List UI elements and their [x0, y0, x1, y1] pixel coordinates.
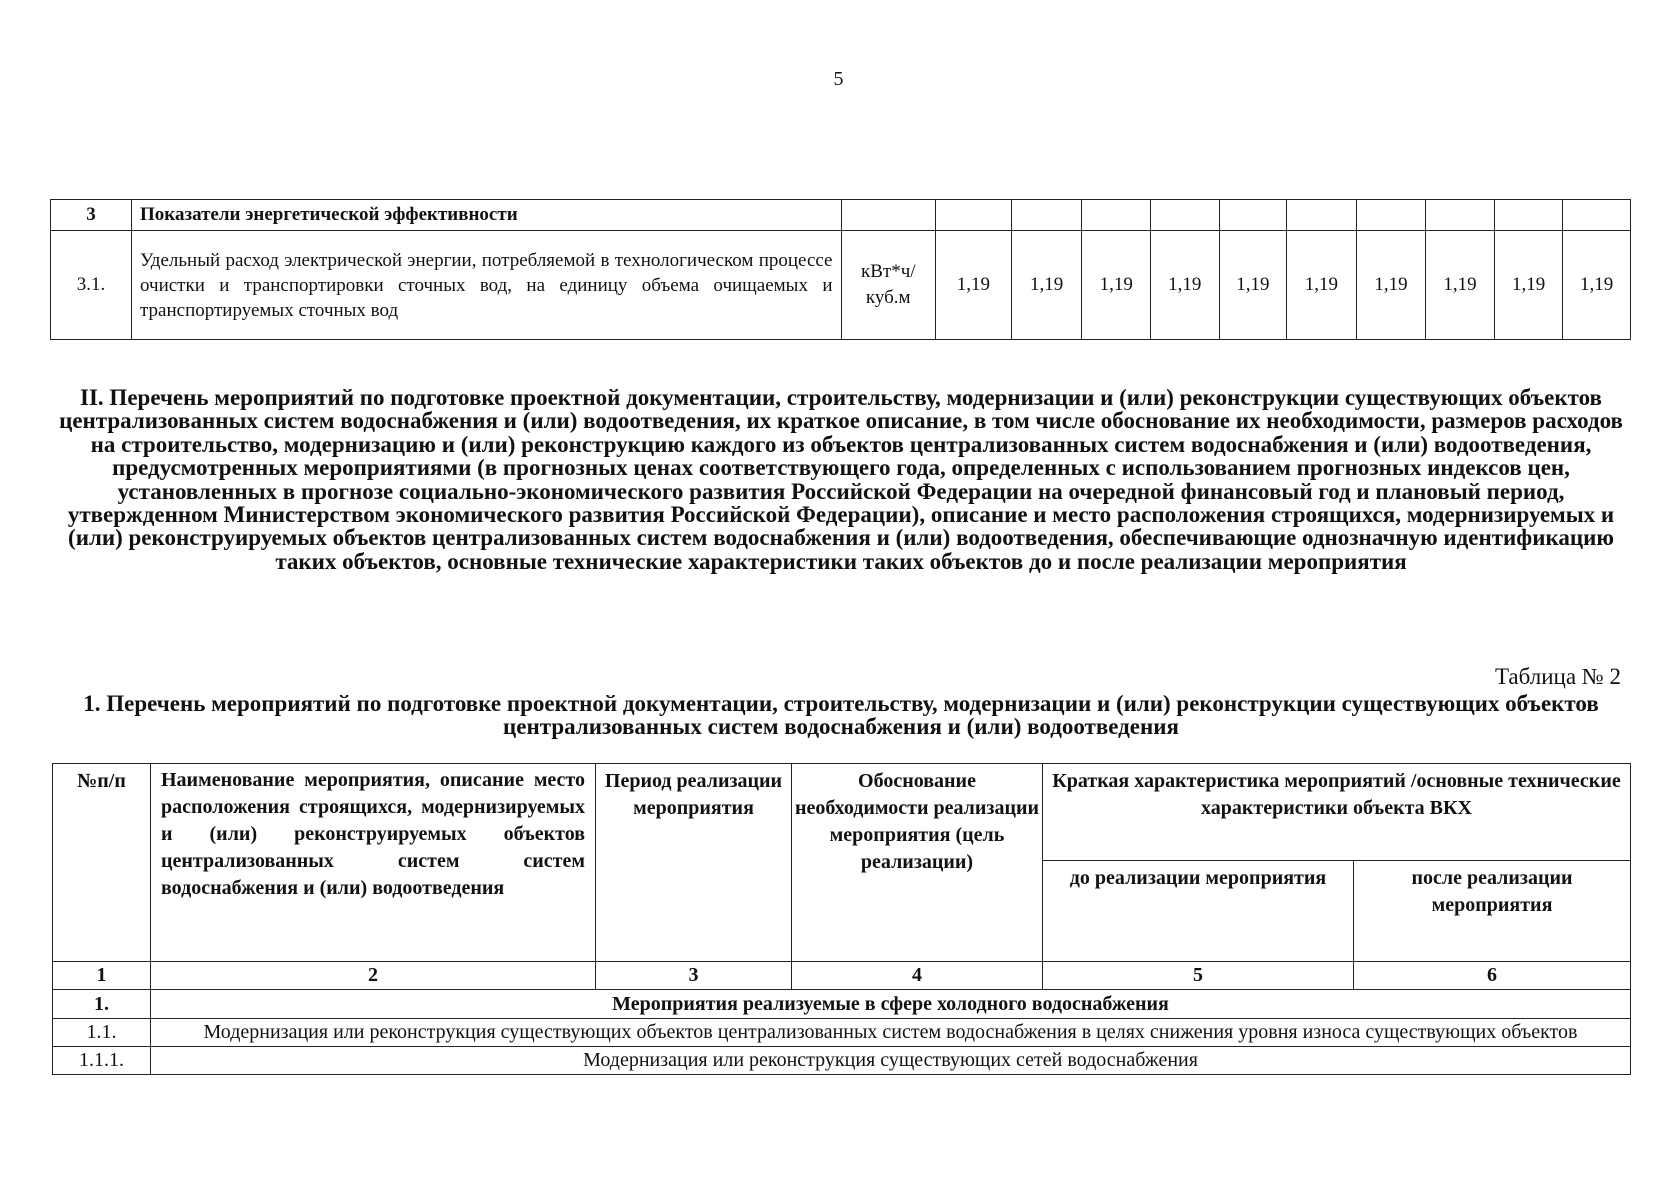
header-basis: Обоснование необходимости реализации мероприятия (цель реализации) [792, 764, 1043, 962]
value-cell: 1,19 [1426, 231, 1495, 340]
row-number: 1.1. [53, 1019, 151, 1047]
energy-efficiency-table [50, 199, 1631, 340]
value-cell: 1,19 [1011, 231, 1082, 340]
row-number: 1. [53, 990, 151, 1019]
header-name: Наименование мероприятия, описание место расположения строящихся, модернизируемых и (или) реконструируемых объектов централизованных систем систем водоснабжения и (или) водоотведения [151, 764, 596, 962]
column-index: 2 [151, 962, 596, 990]
header-after: после реализации мероприятия [1354, 861, 1631, 962]
table-cell [1287, 200, 1357, 231]
subsection-row-title: Модернизация или реконструкция существующих объектов централизованных систем водоснабжения в целях снижения уровня износа существующих объектов [151, 1019, 1631, 1047]
indicator-name: Удельный расход электрической энергии, потребляемой в технологическом процессе очистки и транспортировки сточных вод, на единицу объема очищаемых и транспортируемых сточных вод [132, 231, 841, 340]
column-index-row [53, 962, 1631, 990]
value-cell: 1,19 [1356, 231, 1426, 340]
row-number: 3 [51, 200, 132, 231]
subsection-row-title: Модернизация или реконструкция существующих сетей водоснабжения [151, 1047, 1631, 1075]
value-cell: 1,19 [1219, 231, 1287, 340]
table-cell [936, 200, 1012, 231]
value-cell: 1,19 [1287, 231, 1357, 340]
table-title: 1. Перечень мероприятий по подготовке проектной документации, строительству, модернизации и (или) реконструкции существующих объектов централизованных систем водоснабжения и (или) водоотведения [83, 691, 1599, 739]
header-characteristics: Краткая характеристика мероприятий /основные технические характеристики объекта ВКХ [1043, 764, 1631, 861]
table-row [53, 1019, 1631, 1047]
header-period: Период реализации мероприятия [596, 764, 792, 962]
measures-table [52, 763, 1631, 1075]
table-cell [1494, 200, 1563, 231]
value-cell: 1,19 [1082, 231, 1151, 340]
column-index: 4 [792, 962, 1043, 990]
unit-line: кВт*ч/ [860, 261, 916, 282]
row-number: 3.1. [51, 231, 132, 340]
value-cell: 1,19 [1494, 231, 1563, 340]
column-index: 3 [596, 962, 792, 990]
table-row [51, 200, 1631, 231]
table-cell [1151, 200, 1220, 231]
value-cell: 1,19 [1151, 231, 1220, 340]
table-cell [1426, 200, 1495, 231]
value-cell: 1,19 [1563, 231, 1631, 340]
table-header-row [53, 764, 1631, 861]
column-index: 6 [1354, 962, 1631, 990]
unit-cell [841, 231, 936, 340]
column-index: 5 [1043, 962, 1354, 990]
page-number: 5 [833, 68, 844, 90]
table-row [53, 990, 1631, 1019]
table-row [51, 231, 1631, 340]
column-index: 1 [53, 962, 151, 990]
row-title: Показатели энергетической эффективности [132, 200, 841, 231]
unit-line: куб.м [865, 287, 911, 308]
table-cell [1563, 200, 1631, 231]
section-row-title: Мероприятия реализуемые в сфере холодного водоснабжения [151, 990, 1631, 1019]
header-number: №п/п [53, 764, 151, 962]
table-caption: Таблица № 2 [1494, 664, 1621, 689]
section-heading: II. Перечень мероприятий по подготовке проектной документации, строительству, модернизации и (или) реконструкции существующих объектов централизованных систем водоснабжения и (или) водоотведения, их краткое описание, в том числе обоснование их необходимости, размеров расходов на строительство, модернизацию и (или) реконструкцию каждого из объектов централизованных систем водоснабжения и (или) водоотведения, предусмотренных мероприятиями (в прогнозных ценах соответствующего года, определенных с использованием прогнозных индексов цен, установленных в прогнозе социально-экономического развития Российской Федерации на очередной финансовый год и плановый период, утвержденном Министерством экономического развития Российской Федерации), описание и место расположения строящихся, модернизируемых и (или) реконструируемых объектов централизованных систем водоснабжения и (или) водоотведения, обеспечивающие однозначную идентификацию таких объектов, основные технические характеристики таких объектов до и после реализации мероприятия [59, 385, 1623, 574]
table-cell [1011, 200, 1082, 231]
table-cell [841, 200, 936, 231]
table-row [53, 1047, 1631, 1075]
value-cell: 1,19 [936, 231, 1012, 340]
table-cell [1082, 200, 1151, 231]
header-before: до реализации мероприятия [1043, 861, 1354, 962]
table-cell [1356, 200, 1426, 231]
row-number: 1.1.1. [53, 1047, 151, 1075]
table-cell [1219, 200, 1287, 231]
